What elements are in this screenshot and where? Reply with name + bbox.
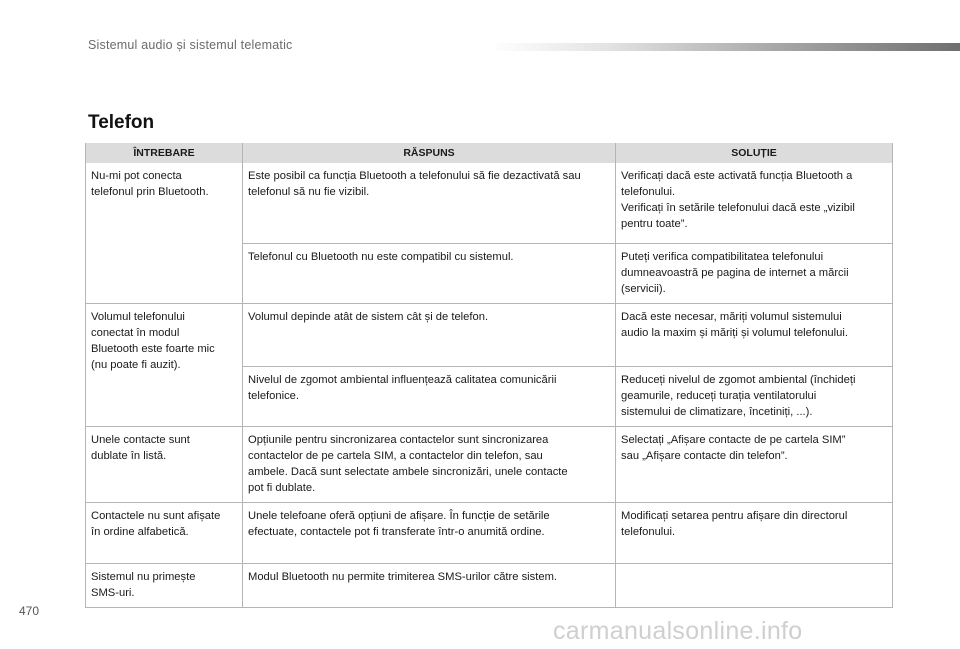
answer-cell: Nivelul de zgomot ambiental influențează calitatea comunicării telefonice. bbox=[243, 366, 616, 426]
question-cell: Unele contacte sunt dublate în listă. bbox=[86, 426, 243, 502]
question-cell: Sistemul nu primește SMS-uri. bbox=[86, 563, 243, 607]
table-row bbox=[86, 502, 893, 563]
question-cell: Volumul telefonului conectat în modul Bluetooth este foarte mic (nu poate fi auzit). bbox=[86, 303, 243, 426]
answer-cell: Unele telefoane oferă opțiuni de afișare. În funcție de setările efectuate, contactele pot fi transferate într-o anumită ordine. bbox=[243, 502, 616, 563]
question-cell: Nu-mi pot conecta telefonul prin Bluetooth. bbox=[86, 163, 243, 303]
answer-cell: Este posibil ca funcția Bluetooth a telefonului să fie dezactivată sau telefonul să nu fie vizibil. bbox=[243, 163, 616, 243]
table-row bbox=[86, 426, 893, 502]
troubleshooting-table bbox=[85, 143, 893, 608]
column-header-solution: SOLUȚIE bbox=[616, 143, 893, 163]
question-cell: Contactele nu sunt afișate în ordine alfabetică. bbox=[86, 502, 243, 563]
table-header-row bbox=[86, 143, 893, 163]
solution-cell bbox=[616, 563, 893, 607]
header-title: Sistemul audio și sistemul telematic bbox=[88, 38, 293, 52]
page-number: 470 bbox=[19, 604, 40, 618]
solution-cell: Reduceți nivelul de zgomot ambiental (închideți geamurile, reduceți turația ventilatorului sistemului de climatizare, încetiniți, ...). bbox=[616, 366, 893, 426]
section-title: Telefon bbox=[88, 112, 155, 133]
table-row bbox=[86, 303, 893, 366]
column-header-question: ÎNTREBARE bbox=[86, 143, 243, 163]
answer-cell: Volumul depinde atât de sistem cât și de telefon. bbox=[243, 303, 616, 366]
solution-cell: Dacă este necesar, măriți volumul sistemului audio la maxim și măriți și volumul telefonului. bbox=[616, 303, 893, 366]
table-row bbox=[86, 563, 893, 607]
table-row bbox=[86, 163, 893, 243]
solution-cell: Verificați dacă este activată funcția Bluetooth a telefonului. Verificați în setările telefonului dacă este „vizibil pentru toate”. bbox=[616, 163, 893, 243]
answer-cell: Modul Bluetooth nu permite trimiterea SMS-urilor către sistem. bbox=[243, 563, 616, 607]
solution-cell: Puteți verifica compatibilitatea telefonului dumneavoastră pe pagina de internet a mărcii (servicii). bbox=[616, 243, 893, 303]
solution-cell: Modificați setarea pentru afișare din directorul telefonului. bbox=[616, 502, 893, 563]
solution-cell: Selectați „Afișare contacte de pe cartela SIM” sau „Afișare contacte din telefon”. bbox=[616, 426, 893, 502]
answer-cell: Telefonul cu Bluetooth nu este compatibil cu sistemul. bbox=[243, 243, 616, 303]
answer-cell: Opțiunile pentru sincronizarea contactelor sunt sincronizarea contactelor de pe cartela SIM, a contactelor din telefon, sau ambele. Dacă sunt selectate ambele sincronizări, unele contacte pot fi dublate. bbox=[243, 426, 616, 502]
header-gradient-bar bbox=[490, 43, 960, 51]
column-header-answer: RĂSPUNS bbox=[243, 143, 616, 163]
watermark-text: carmanualsonline.info bbox=[553, 617, 803, 645]
